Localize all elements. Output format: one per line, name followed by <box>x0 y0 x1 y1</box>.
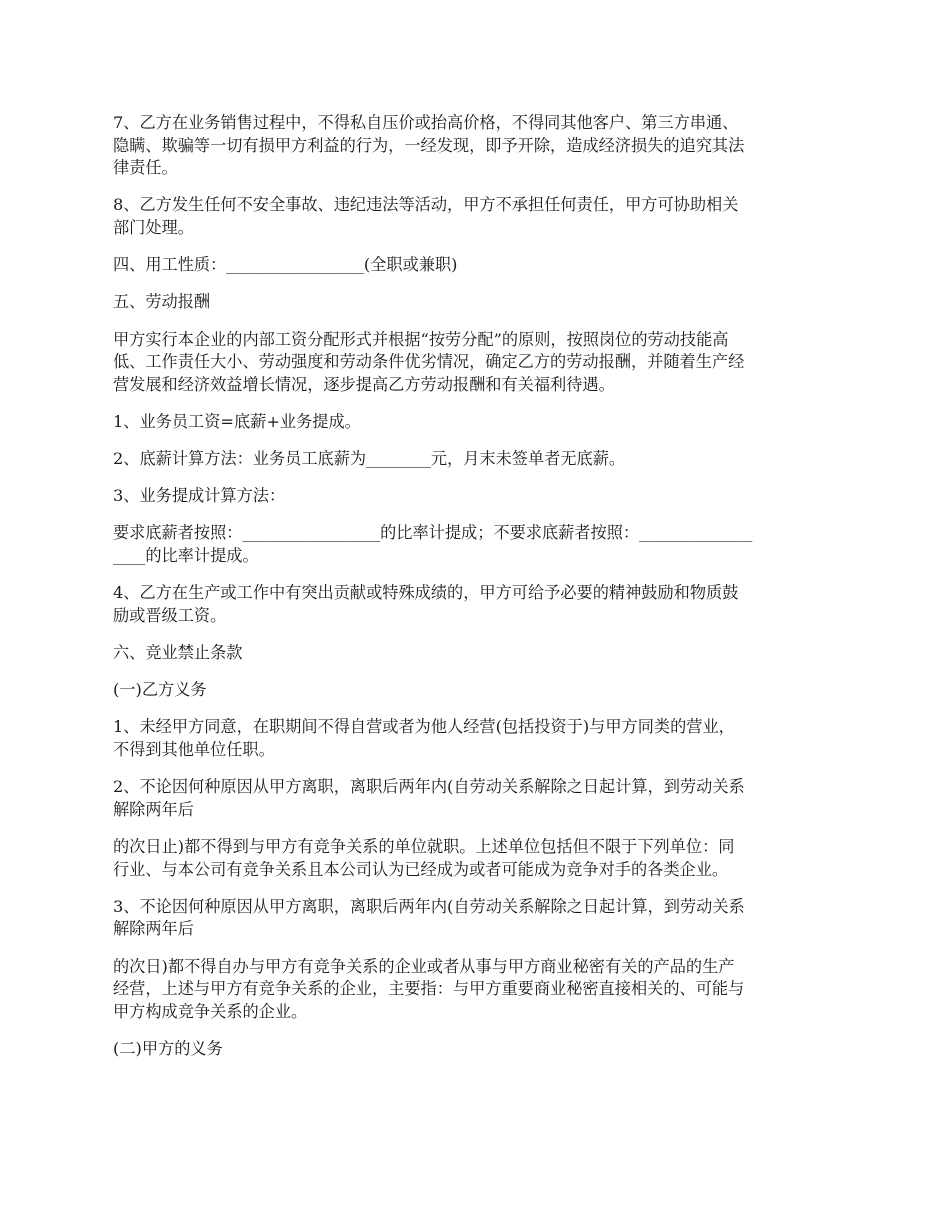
text-line: 部门处理。 <box>113 217 194 237</box>
base-salary-paragraph <box>113 448 843 471</box>
clause-7-paragraph <box>113 112 843 180</box>
text-line: 四、用工性质：_________________(全职或兼职) <box>113 255 458 275</box>
text-line: 低、工作责任大小、劳动强度和劳动条件优劣情况，确定乙方的劳动报酬，并随着生产经 <box>113 352 745 372</box>
text-line: 4、乙方在生产或工作中有突出贡献或特殊成绩的，甲方可给予必要的精神鼓励和物质鼓 <box>113 583 739 603</box>
text-line: 2、不论因何种原因从甲方离职，离职后两年内(自劳动关系解除之日起计算，到劳动关系 <box>113 777 745 797</box>
text-line: 五、劳动报酬 <box>113 292 211 312</box>
text-line: 六、竞业禁止条款 <box>113 643 243 663</box>
text-line: 解除两年后 <box>113 799 194 819</box>
text-line: 的次日止)都不得到与甲方有竞争关系的单位就职。上述单位包括但不限于下列单位：同 <box>113 836 735 856</box>
text-line: 8、乙方发生任何不安全事故、违纪违法等活动，甲方不承担任何责任，甲方可协助相关 <box>113 195 739 215</box>
text-line: 隐瞒、欺骗等一切有损甲方利益的行为，一经发现，即予开除，造成经济损失的追究其法 <box>113 135 745 155</box>
text-line: 1、业务员工资=底薪+业务提成。 <box>113 411 361 431</box>
text-line: 3、不论因何种原因从甲方离职，离职后两年内(自劳动关系解除之日起计算，到劳动关系 <box>113 896 745 916</box>
text-line: 2、底薪计算方法：业务员工底薪为________元，月末未签单者无底薪。 <box>113 449 626 469</box>
document-page <box>113 112 843 1075</box>
commission-method-heading <box>113 485 843 508</box>
text-line: 励或晋级工资。 <box>113 605 227 625</box>
text-line: 营发展和经济效益增长情况，逐步提高乙方劳动报酬和有关福利待遇。 <box>113 374 615 394</box>
obligation-3-continued-paragraph <box>113 956 843 1024</box>
text-line: 的次日)都不得自办与甲方有竞争关系的企业或者从事与甲方商业秘密有关的产品的生产 <box>113 956 735 976</box>
text-line: 不得到其他单位任职。 <box>113 740 275 759</box>
remuneration-heading <box>113 291 843 314</box>
commission-rate-paragraph <box>113 522 843 567</box>
text-line: (二)甲方的义务 <box>113 1038 223 1058</box>
obligation-2-paragraph <box>113 776 843 821</box>
text-line: 7、乙方在业务销售过程中，不得私自压价或抬高价格，不得同其他客户、第三方串通、 <box>113 113 739 132</box>
text-line: 3、业务提成计算方法： <box>113 486 286 506</box>
remuneration-paragraph <box>113 329 843 397</box>
text-line: 解除两年后 <box>113 919 194 939</box>
obligation-2-continued-paragraph <box>113 836 843 881</box>
clause-4-paragraph <box>113 582 843 627</box>
text-line: 律责任。 <box>113 158 178 178</box>
text-line: 要求底薪者按照：_________________的比率计提成；不要求底薪者按照：______________ <box>113 523 753 543</box>
text-line: 甲方构成竞争关系的企业。 <box>113 1001 308 1021</box>
text-line: 甲方实行本企业的内部工资分配形式并根据“按劳分配”的原则，按照岗位的劳动技能高 <box>113 329 729 349</box>
employment-type-heading <box>113 254 843 277</box>
text-line: ____的比率计提成。 <box>113 546 259 566</box>
party-a-obligations-heading <box>113 1038 843 1061</box>
obligation-1-paragraph <box>113 716 843 761</box>
party-b-obligations-heading <box>113 679 843 702</box>
text-line: (一)乙方义务 <box>113 680 207 700</box>
clause-8-paragraph <box>113 194 843 239</box>
text-line: 经营，上述与甲方有竞争关系的企业，主要指：与甲方重要商业秘密直接相关的、可能与 <box>113 979 745 999</box>
text-line: 1、未经甲方同意，在职期间不得自营或者为他人经营(包括投资于)与甲方同类的营业， <box>113 717 735 737</box>
text-line: 行业、与本公司有竞争关系且本公司认为已经成为或者可能成为竞争对手的各类企业。 <box>113 859 729 879</box>
salary-formula-paragraph <box>113 411 843 434</box>
non-compete-heading <box>113 642 843 665</box>
obligation-3-paragraph <box>113 896 843 941</box>
